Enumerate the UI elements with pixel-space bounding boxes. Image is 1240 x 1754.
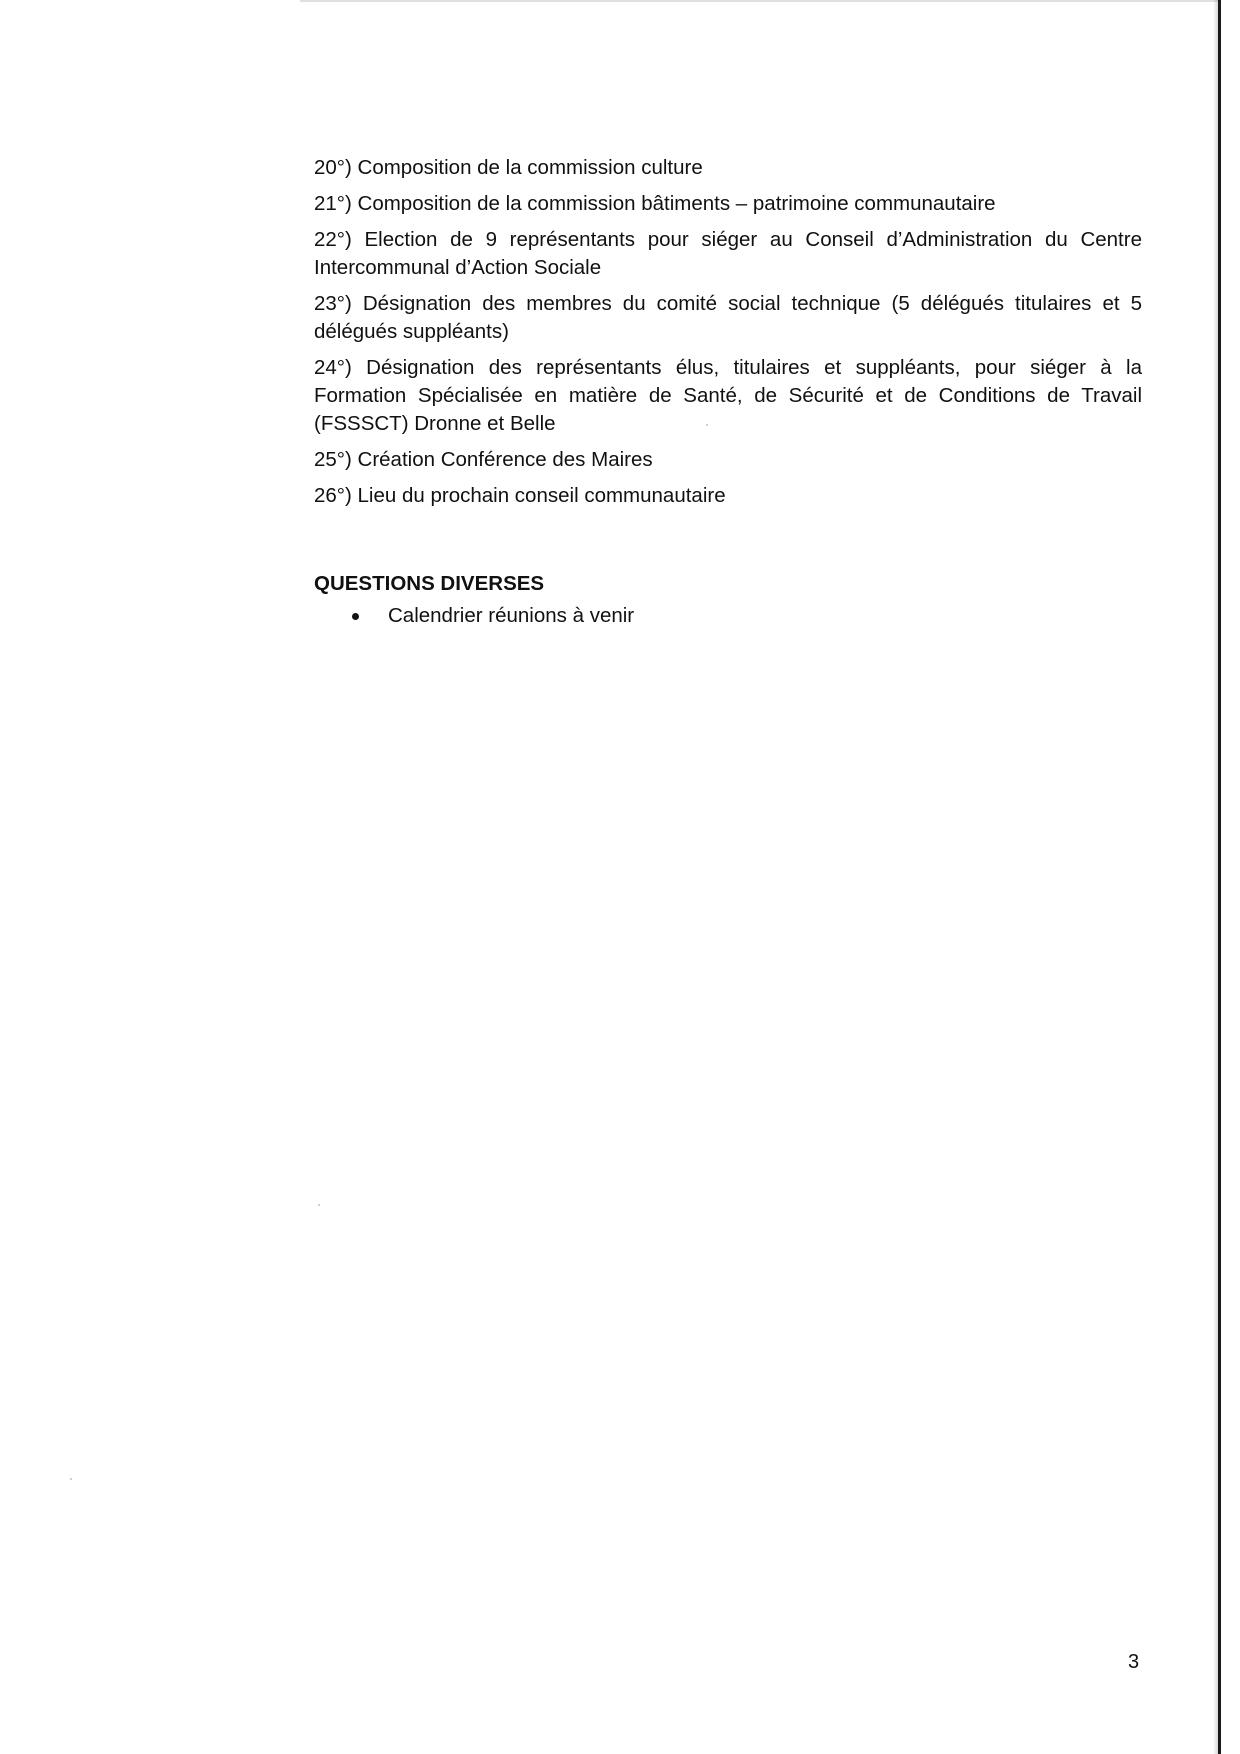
agenda-list [314,154,1142,518]
scan-top-edge [300,0,1218,2]
agenda-item-22: 22°) Election de 9 représentants pour siéger au Conseil d’Administration du Centre Intercommunal d’Action Sociale [314,228,1142,279]
scan-right-border [1218,0,1221,1754]
scan-speck [318,1204,320,1206]
agenda-item-24: 24°) Désignation des représentants élus, titulaires et suppléants, pour siéger à la Formation Spécialisée en matière de Santé, de Sécurité et de Conditions de Travail (FSSSCT) Dronne et Belle [314,356,1142,435]
agenda-item-20: 20°) Composition de la commission culture [314,156,703,179]
scan-speck [70,1478,72,1480]
questions-diverses-heading: QUESTIONS DIVERSES [314,572,545,595]
questions-bullet-list [352,602,634,630]
page-number: 3 [1128,1651,1140,1673]
agenda-item-21: 21°) Composition de la commission bâtiments – patrimoine communautaire [314,192,996,215]
agenda-item-26: 26°) Lieu du prochain conseil communautaire [314,484,726,507]
agenda-item-23: 23°) Désignation des membres du comité social technique (5 délégués titulaires et 5 délégués suppléants) [314,292,1142,343]
bullet-text: Calendrier réunions à venir [388,604,635,627]
agenda-item-25: 25°) Création Conférence des Maires [314,448,653,471]
list-item [352,602,634,630]
bullet-icon [352,613,359,620]
